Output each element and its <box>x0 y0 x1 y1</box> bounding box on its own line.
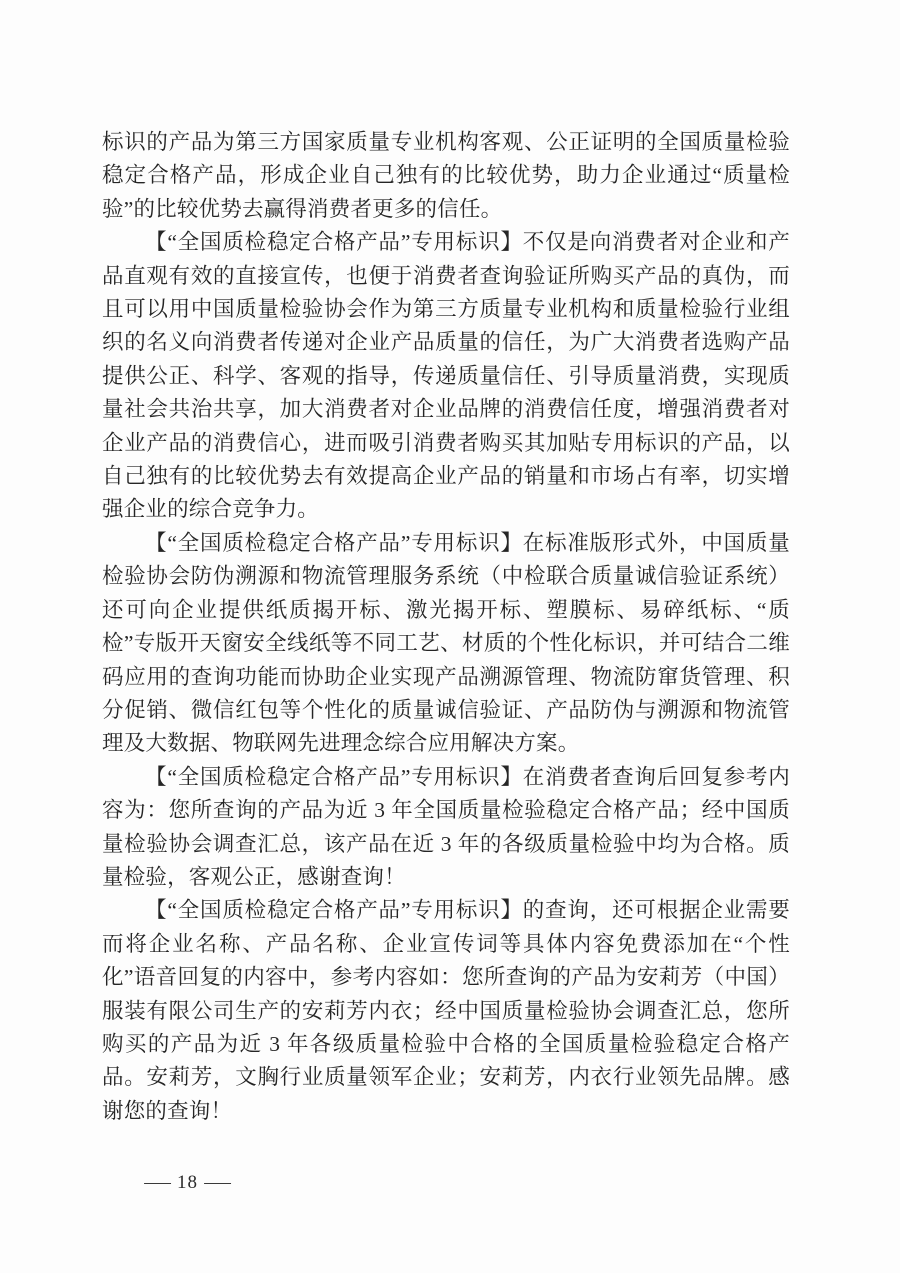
body-paragraph: 【“全国质检稳定合格产品”专用标识】在消费者查询后回复参考内容为：您所查询的产品为近 3 年全国质量检验稳定合格产品；经中国质量检验协会调查汇总，该产品在近 3 年的各级质量检验中均为合格。质量检验，客观公正，感谢查询！ <box>102 764 790 889</box>
body-text <box>102 126 790 1128</box>
footer-dash-right: — <box>204 1172 231 1193</box>
body-paragraph: 标识的产品为第三方国家质量专业机构客观、公正证明的全国质量检验稳定合格产品，形成企业自己独有的比较优势，助力企业通过“质量检验”的比较优势去赢得消费者更多的信任。 <box>102 130 790 221</box>
page-footer <box>138 1172 237 1194</box>
body-paragraph: 【“全国质检稳定合格产品”专用标识】的查询，还可根据企业需要而将企业名称、产品名称、企业宣传词等具体内容免费添加在“个性化”语音回复的内容中，参考内容如：您所查询的产品为安莉芳（中国）服装有限公司生产的安莉芳内衣；经中国质量检验协会调查汇总，您所购买的产品为近 3 年各级质量检验中合格的全国质量检验稳定合格产品。安莉芳，文胸行业质量领军企业；安莉芳，内衣行业领先品牌。感谢您的查询！ <box>102 898 790 1123</box>
footer-dash-left: — <box>144 1172 171 1193</box>
body-paragraph: 【“全国质检稳定合格产品”专用标识】在标准版形式外，中国质量检验协会防伪溯源和物流管理服务系统（中检联合质量诚信验证系统）还可向企业提供纸质揭开标、激光揭开标、塑膜标、易碎纸标、“质检”专版开天窗安全线纸等不同工艺、材质的个性化标识，并可结合二维码应用的查询功能而协助企业实现产品溯源管理、物流防窜货管理、积分促销、微信红包等个性化的质量诚信验证、产品防伪与溯源和物流管理及大数据、物联网先进理念综合应用解决方案。 <box>102 530 790 756</box>
body-paragraph: 【“全国质检稳定合格产品”专用标识】不仅是向消费者对企业和产品直观有效的直接宣传，也便于消费者查询验证所购买产品的真伪，而且可以用中国质量检验协会作为第三方质量专业机构和质量检验行业组织的名义向消费者传递对企业产品质量的信任，为广大消费者选购产品提供公正、科学、客观的指导，传递质量信任、引导质量消费，实现质量社会共治共享，加大消费者对企业品牌的消费信任度，增强消费者对企业产品的消费信心，进而吸引消费者购买其加贴专用标识的产品，以自己独有的比较优势去有效提高企业产品的销量和市场占有率，切实增强企业的综合竞争力。 <box>102 230 790 522</box>
page-number: 18 <box>177 1172 198 1193</box>
